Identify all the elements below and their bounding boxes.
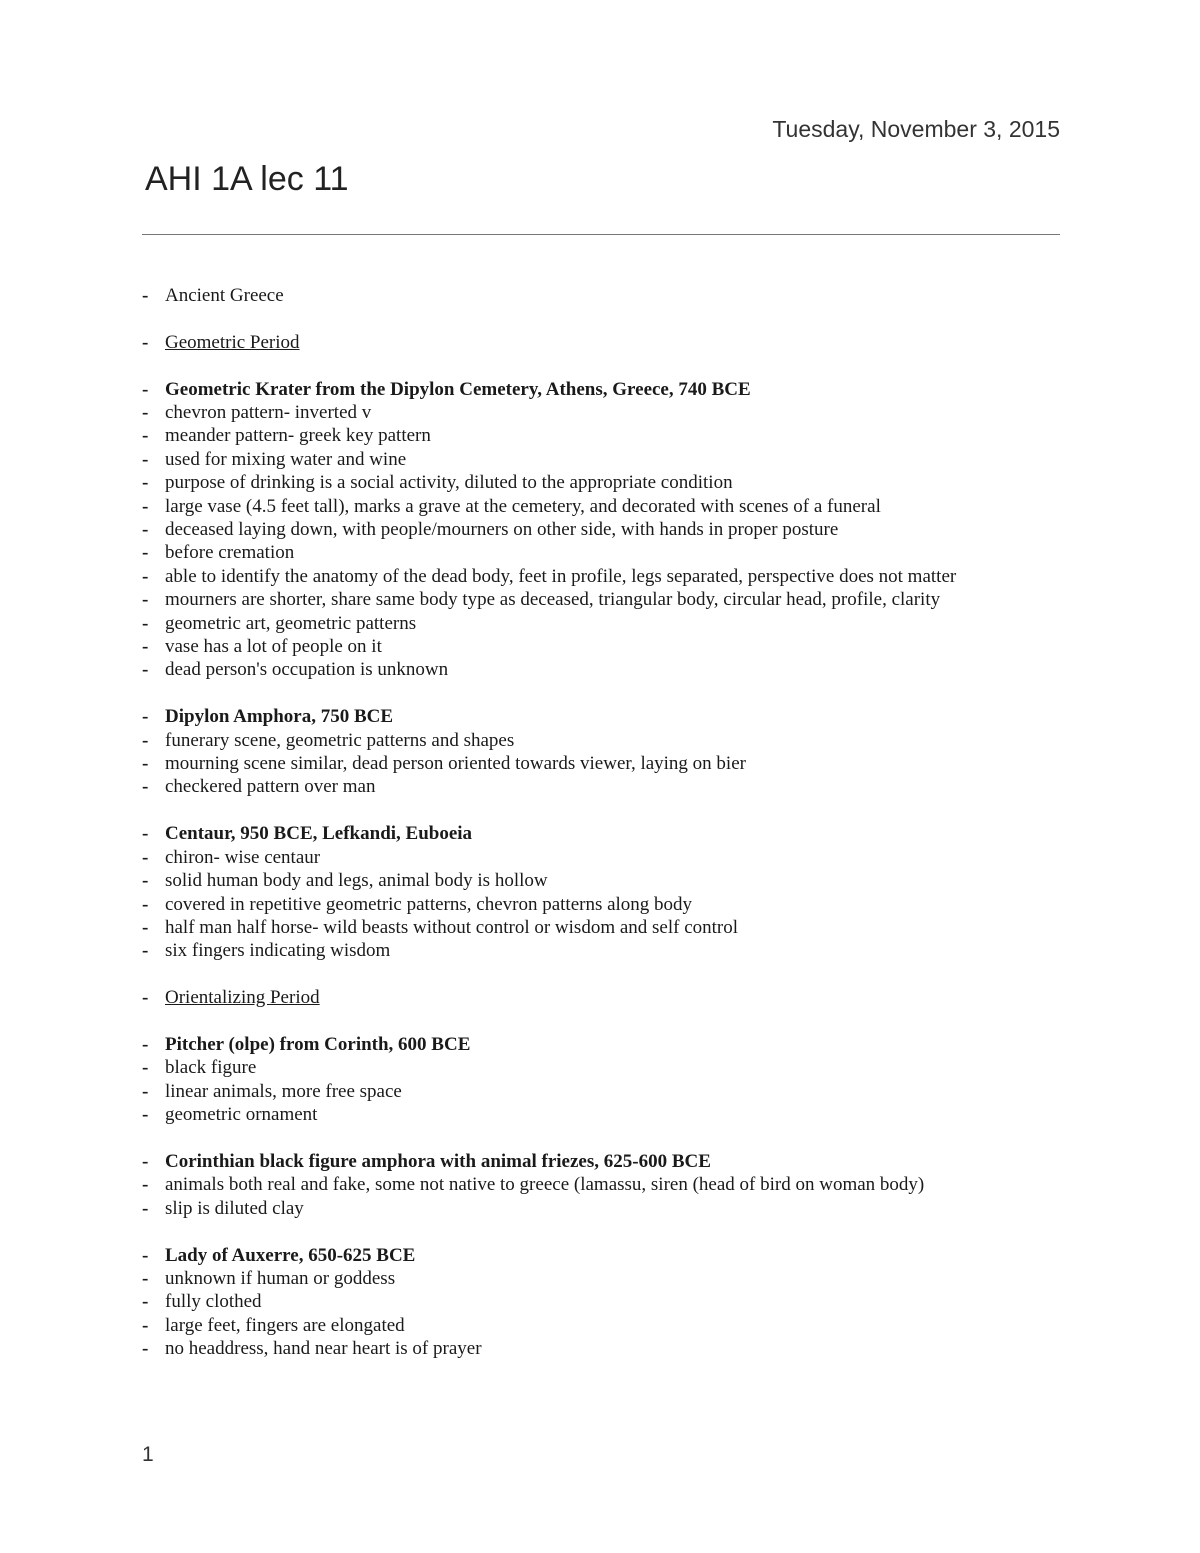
note-text: deceased laying down, with people/mourners on other side, with hands in proper posture — [165, 519, 839, 541]
note-text: linear animals, more free space — [165, 1080, 402, 1102]
note-item — [140, 1080, 1060, 1103]
note-item — [140, 893, 1060, 916]
note-text: vase has a lot of people on it — [165, 636, 382, 658]
note-heading — [140, 378, 1060, 401]
note-item — [140, 612, 1060, 635]
page-title: AHI 1A lec 11 — [145, 160, 349, 198]
note-heading — [140, 1033, 1060, 1056]
note-text: Orientalizing Period — [165, 987, 320, 1009]
note-text: covered in repetitive geometric patterns, chevron patterns along body — [165, 893, 693, 915]
note-heading — [140, 1150, 1060, 1173]
note-text: Lady of Auxerre, 650-625 BCE — [165, 1244, 416, 1266]
note-text: solid human body and legs, animal body is hollow — [165, 870, 548, 892]
note-text: Ancient Greece — [165, 285, 284, 306]
note-item — [140, 424, 1060, 447]
page-date: Tuesday, November 3, 2015 — [772, 116, 1060, 142]
note-text: before cremation — [165, 542, 295, 564]
note-item — [140, 846, 1060, 869]
note-text: checkered pattern over man — [165, 776, 376, 798]
note-text: chevron pattern- inverted v — [165, 402, 372, 423]
note-item — [140, 1337, 1060, 1360]
note-item — [140, 284, 1060, 307]
note-text: used for mixing water and wine — [165, 448, 407, 470]
note-item — [140, 775, 1060, 798]
note-text: mourning scene similar, dead person oriented towards viewer, laying on bier — [165, 753, 746, 775]
title-divider — [142, 234, 1060, 235]
note-item — [140, 1290, 1060, 1313]
section-heading — [140, 331, 1060, 354]
note-text: large feet, fingers are elongated — [165, 1314, 405, 1336]
note-text: able to identify the anatomy of the dead body, feet in profile, legs separated, perspective does not matter — [165, 565, 957, 587]
note-item — [140, 471, 1060, 494]
note-text: half man half horse- wild beasts without control or wisdom and self control — [165, 916, 739, 938]
note-text: Corinthian black figure amphora with animal friezes, 625-600 BCE — [165, 1150, 711, 1172]
note-text: Geometric Krater from the Dipylon Cemetery, Athens, Greece, 740 BCE — [165, 378, 751, 400]
note-item — [140, 448, 1060, 471]
note-text: fully clothed — [165, 1291, 262, 1313]
note-heading — [140, 822, 1060, 845]
note-text: large vase (4.5 feet tall), marks a grave at the cemetery, and decorated with scenes of a funeral — [165, 495, 881, 517]
note-heading — [140, 1244, 1060, 1267]
note-text: unknown if human or goddess — [165, 1267, 396, 1289]
lecture-notes-list — [140, 284, 1060, 1361]
note-text: meander pattern- greek key pattern — [165, 425, 431, 447]
note-item — [140, 401, 1060, 424]
page-number: 1 — [142, 1443, 154, 1466]
note-item — [140, 635, 1060, 658]
note-item — [140, 1056, 1060, 1079]
note-text: dead person's occupation is unknown — [165, 659, 449, 681]
note-item — [140, 518, 1060, 541]
note-text: mourners are shorter, share same body type as deceased, triangular body, circular head, profile, clarity — [165, 589, 941, 611]
note-heading — [140, 705, 1060, 728]
note-text: Centaur, 950 BCE, Lefkandi, Euboeia — [165, 823, 473, 845]
note-item — [140, 1103, 1060, 1126]
note-text: no headdress, hand near heart is of prayer — [165, 1338, 482, 1360]
note-item — [140, 1197, 1060, 1220]
note-item — [140, 495, 1060, 518]
note-text: slip is diluted clay — [165, 1197, 304, 1219]
note-text: purpose of drinking is a social activity, diluted to the appropriate condition — [165, 472, 733, 494]
note-item — [140, 565, 1060, 588]
note-text: black figure — [165, 1057, 257, 1079]
section-heading — [140, 986, 1060, 1009]
note-item — [140, 729, 1060, 752]
note-item — [140, 588, 1060, 611]
note-text: funerary scene, geometric patterns and shapes — [165, 729, 515, 751]
note-item — [140, 752, 1060, 775]
note-item — [140, 1267, 1060, 1290]
note-item — [140, 541, 1060, 564]
note-text: six fingers indicating wisdom — [165, 940, 391, 962]
note-item — [140, 1173, 1060, 1196]
note-text: chiron- wise centaur — [165, 846, 321, 868]
note-text: Dipylon Amphora, 750 BCE — [165, 706, 394, 728]
note-text: geometric art, geometric patterns — [165, 612, 417, 634]
note-item — [140, 939, 1060, 962]
note-item — [140, 916, 1060, 939]
note-text: animals both real and fake, some not native to greece (lamassu, siren (head of bird on woman body) — [165, 1174, 925, 1196]
note-text: Pitcher (olpe) from Corinth, 600 BCE — [165, 1033, 471, 1055]
note-item — [140, 869, 1060, 892]
note-text: Geometric Period — [165, 331, 300, 353]
note-item — [140, 658, 1060, 681]
note-text: geometric ornament — [165, 1104, 318, 1126]
note-item — [140, 1314, 1060, 1337]
